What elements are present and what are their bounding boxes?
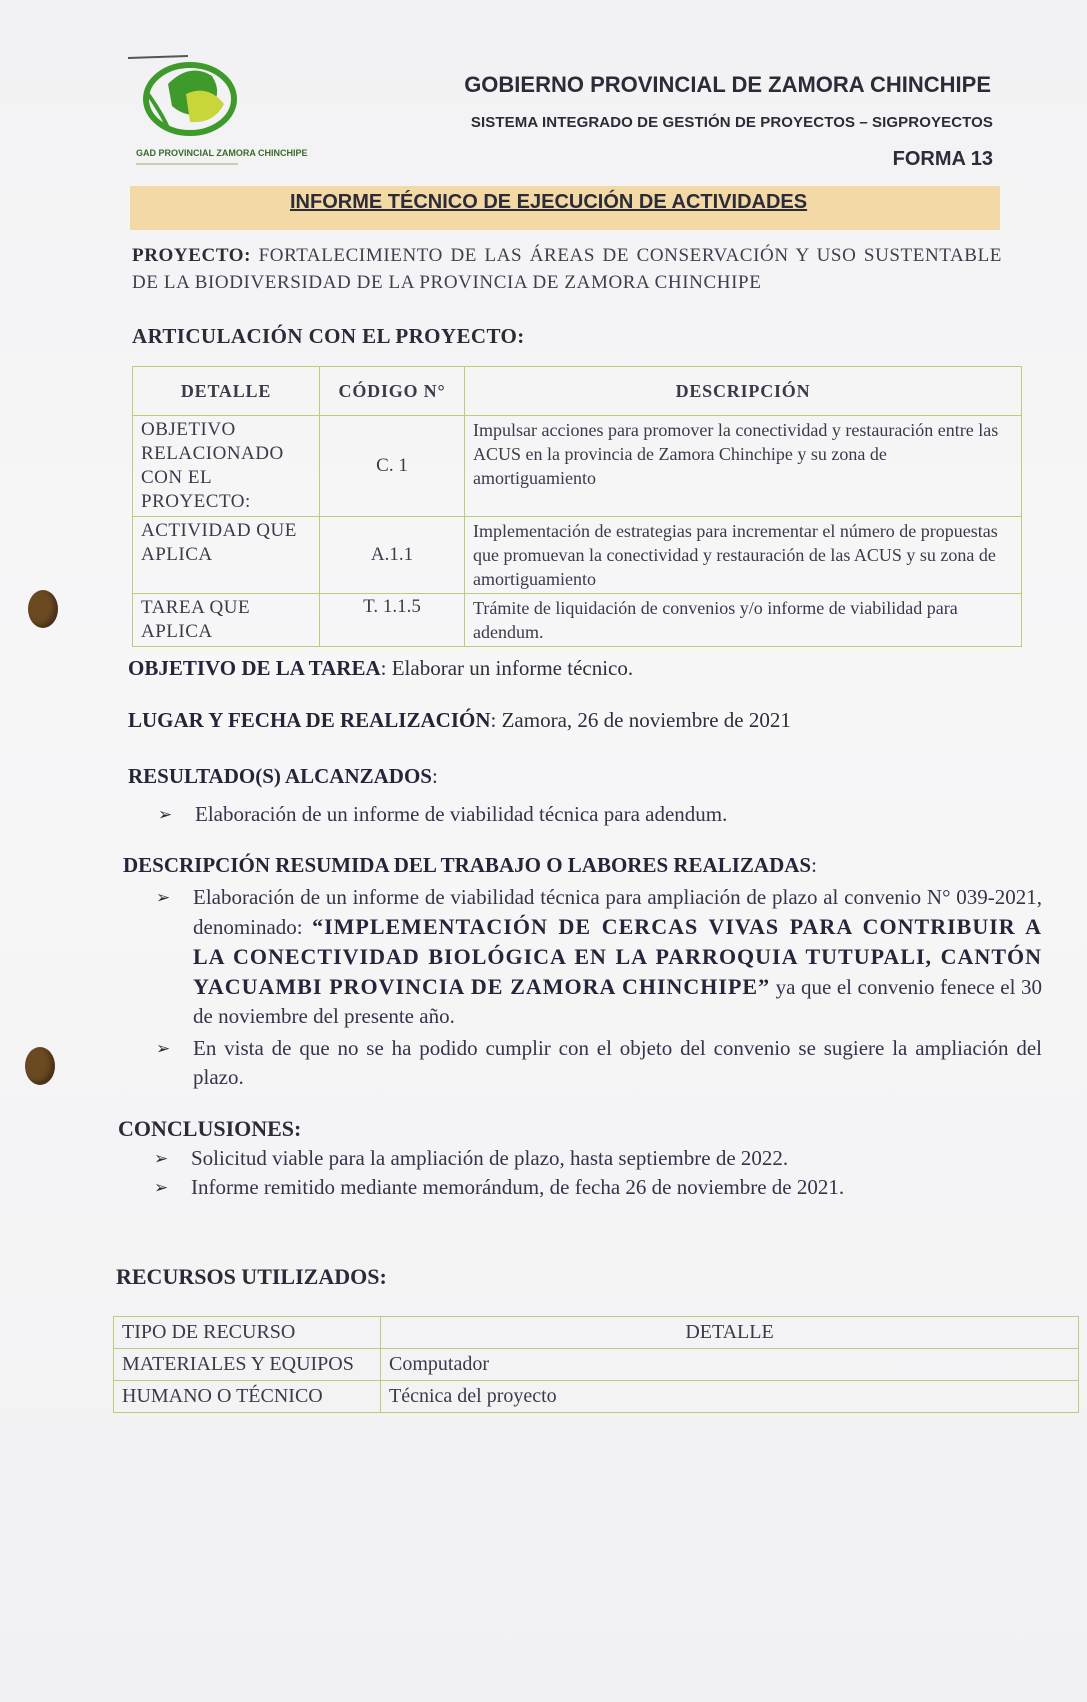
resource-type-cell: MATERIALES Y EQUIPOS [114,1349,381,1381]
arrow-bullet-icon: ➢ [154,1178,169,1197]
results-label: RESULTADO(S) ALCANZADOS [128,764,432,788]
task-objective: OBJETIVO DE LA TAREA: Elaborar un informe técnico. [128,656,634,680]
detail-cell: TAREA QUE APLICA [133,594,320,647]
arrow-bullet-icon: ➢ [156,1039,171,1058]
place-date-label: LUGAR Y FECHA DE REALIZACIÓN [128,708,491,732]
project-label: PROYECTO [132,245,245,266]
punch-hole [25,1047,55,1085]
articulation-table [132,366,1022,647]
place-date-value: Zamora, 26 de noviembre de 2021 [501,708,791,732]
project-block: PROYECTO: FORTALECIMIENTO DE LAS ÁREAS DE CONSERVACIÓN Y USO SUSTENTABLE DE LA BIODIVERSIDAD DE LA PROVINCIA DE ZAMORA CHINCHIPE [132,245,1002,293]
table-row [133,594,1022,647]
list-item: ➢ Solicitud viable para la ampliación de plazo, hasta septiembre de 2022. [154,1144,1034,1173]
table-row [114,1381,1079,1413]
description-cell: Impulsar acciones para promover la conectividad y restauración entre las ACUS en la provincia de Zamora Chinchipe y su zona de amortiguamiento [465,416,1022,517]
detail-cell: OBJETIVO RELACIONADO CON EL PROYECTO: [133,416,320,517]
table-header: DESCRIPCIÓN [465,367,1022,416]
table-header: TIPO DE RECURSO [114,1317,381,1349]
resource-detail-cell: Técnica del proyecto [381,1381,1079,1413]
work-list [156,883,1042,1092]
task-objective-label: OBJETIVO DE LA TAREA [128,656,381,680]
place-date: LUGAR Y FECHA DE REALIZACIÓN: Zamora, 26 de noviembre de 2021 [128,708,791,732]
detail-cell: ACTIVIDAD QUE APLICA [133,517,320,594]
conclusions-heading: CONCLUSIONES: [118,1116,302,1141]
articulation-heading: ARTICULACIÓN CON EL PROYECTO: [132,324,525,348]
task-objective-value: Elaborar un informe técnico. [391,656,634,680]
agreement-name: “IMPLEMENTACIÓN DE CERCAS VIVAS PARA CONTRIBUIR A LA CONECTIVIDAD BIOLÓGICA EN LA PARROQUIA TUTUPALI, CANTÓN YACUAMBI PROVINCIA DE ZAMORA CHINCHIPE” [193,914,1043,999]
arrow-bullet-icon: ➢ [154,1149,169,1168]
results-heading: RESULTADO(S) ALCANZADOS: [128,764,438,788]
table-header: CÓDIGO N° [320,367,465,416]
report-title: INFORME TÉCNICO DE EJECUCIÓN DE ACTIVIDADES [290,191,808,213]
work-label: DESCRIPCIÓN RESUMIDA DEL TRABAJO O LABORES REALIZADAS [123,853,812,877]
code-cell: C. 1 [320,416,465,517]
description-cell: Implementación de estrategias para incrementar el número de propuestas que promuevan la conectividad y restauración de las ACUS y su zona de amortiguamiento [465,517,1022,594]
conclusions-list [154,1144,1034,1202]
list-item: ➢ En vista de que no se ha podido cumplir con el objeto del convenio se sugiere la ampliación del plazo. [156,1036,1042,1089]
table-header: DETALLE [133,367,320,416]
code-cell: A.1.1 [320,517,465,594]
resources-heading: RECURSOS UTILIZADOS: [116,1264,387,1289]
table-row [114,1349,1079,1381]
punch-hole [28,590,58,628]
table-header: DETALLE [381,1317,1079,1349]
list-item: ➢ Informe remitido mediante memorándum, de fecha 26 de noviembre de 2021. [154,1173,1034,1202]
resource-detail-cell: Computador [381,1349,1079,1381]
resource-type-cell: HUMANO O TÉCNICO [114,1381,381,1413]
system-title: SISTEMA INTEGRADO DE GESTIÓN DE PROYECTOS – SIGPROYECTOS [470,114,993,131]
arrow-bullet-icon: ➢ [158,805,173,824]
description-cell: Trámite de liquidación de convenios y/o informe de viabilidad para adendum. [465,594,1022,647]
logo-text: GAD PROVINCIAL ZAMORA CHINCHIPE [136,148,308,158]
list-item: ➢ Elaboración de un informe de viabilidad técnica para adendum. [158,800,1018,829]
resources-table [113,1316,1079,1413]
results-list [158,800,1018,829]
government-title: GOBIERNO PROVINCIAL DE ZAMORA CHINCHIPE [464,72,991,97]
form-number: FORMA 13 [892,148,993,170]
code-cell: T. 1.1.5 [320,594,465,647]
table-header-row [114,1317,1079,1349]
table-header-row [133,367,1022,416]
work-heading: DESCRIPCIÓN RESUMIDA DEL TRABAJO O LABORES REALIZADAS: [123,853,817,877]
provincial-logo [128,54,308,184]
table-row [133,517,1022,594]
table-row [133,416,1022,517]
arrow-bullet-icon: ➢ [156,888,171,907]
project-name: FORTALECIMIENTO DE LAS ÁREAS DE CONSERVACIÓN Y USO SUSTENTABLE DE LA BIODIVERSIDAD DE LA PROVINCIA DE ZAMORA CHINCHIPE [132,245,1002,293]
list-item: ➢ Elaboración de un informe de viabilidad técnica para ampliación de plazo al convenio N° 039-2021, denominado: “IMPLEMENTACIÓN DE CERCAS VIVAS PARA CONTRIBUIR A LA CONECTIVIDAD BIOLÓGICA EN LA PARROQUIA TUTUPALI, CANTÓN YACUAMBI PROVINCIA DE ZAMORA CHINCHIPE” ya que el convenio fenece el 30 de noviembre del presente año. [156,885,1043,1028]
